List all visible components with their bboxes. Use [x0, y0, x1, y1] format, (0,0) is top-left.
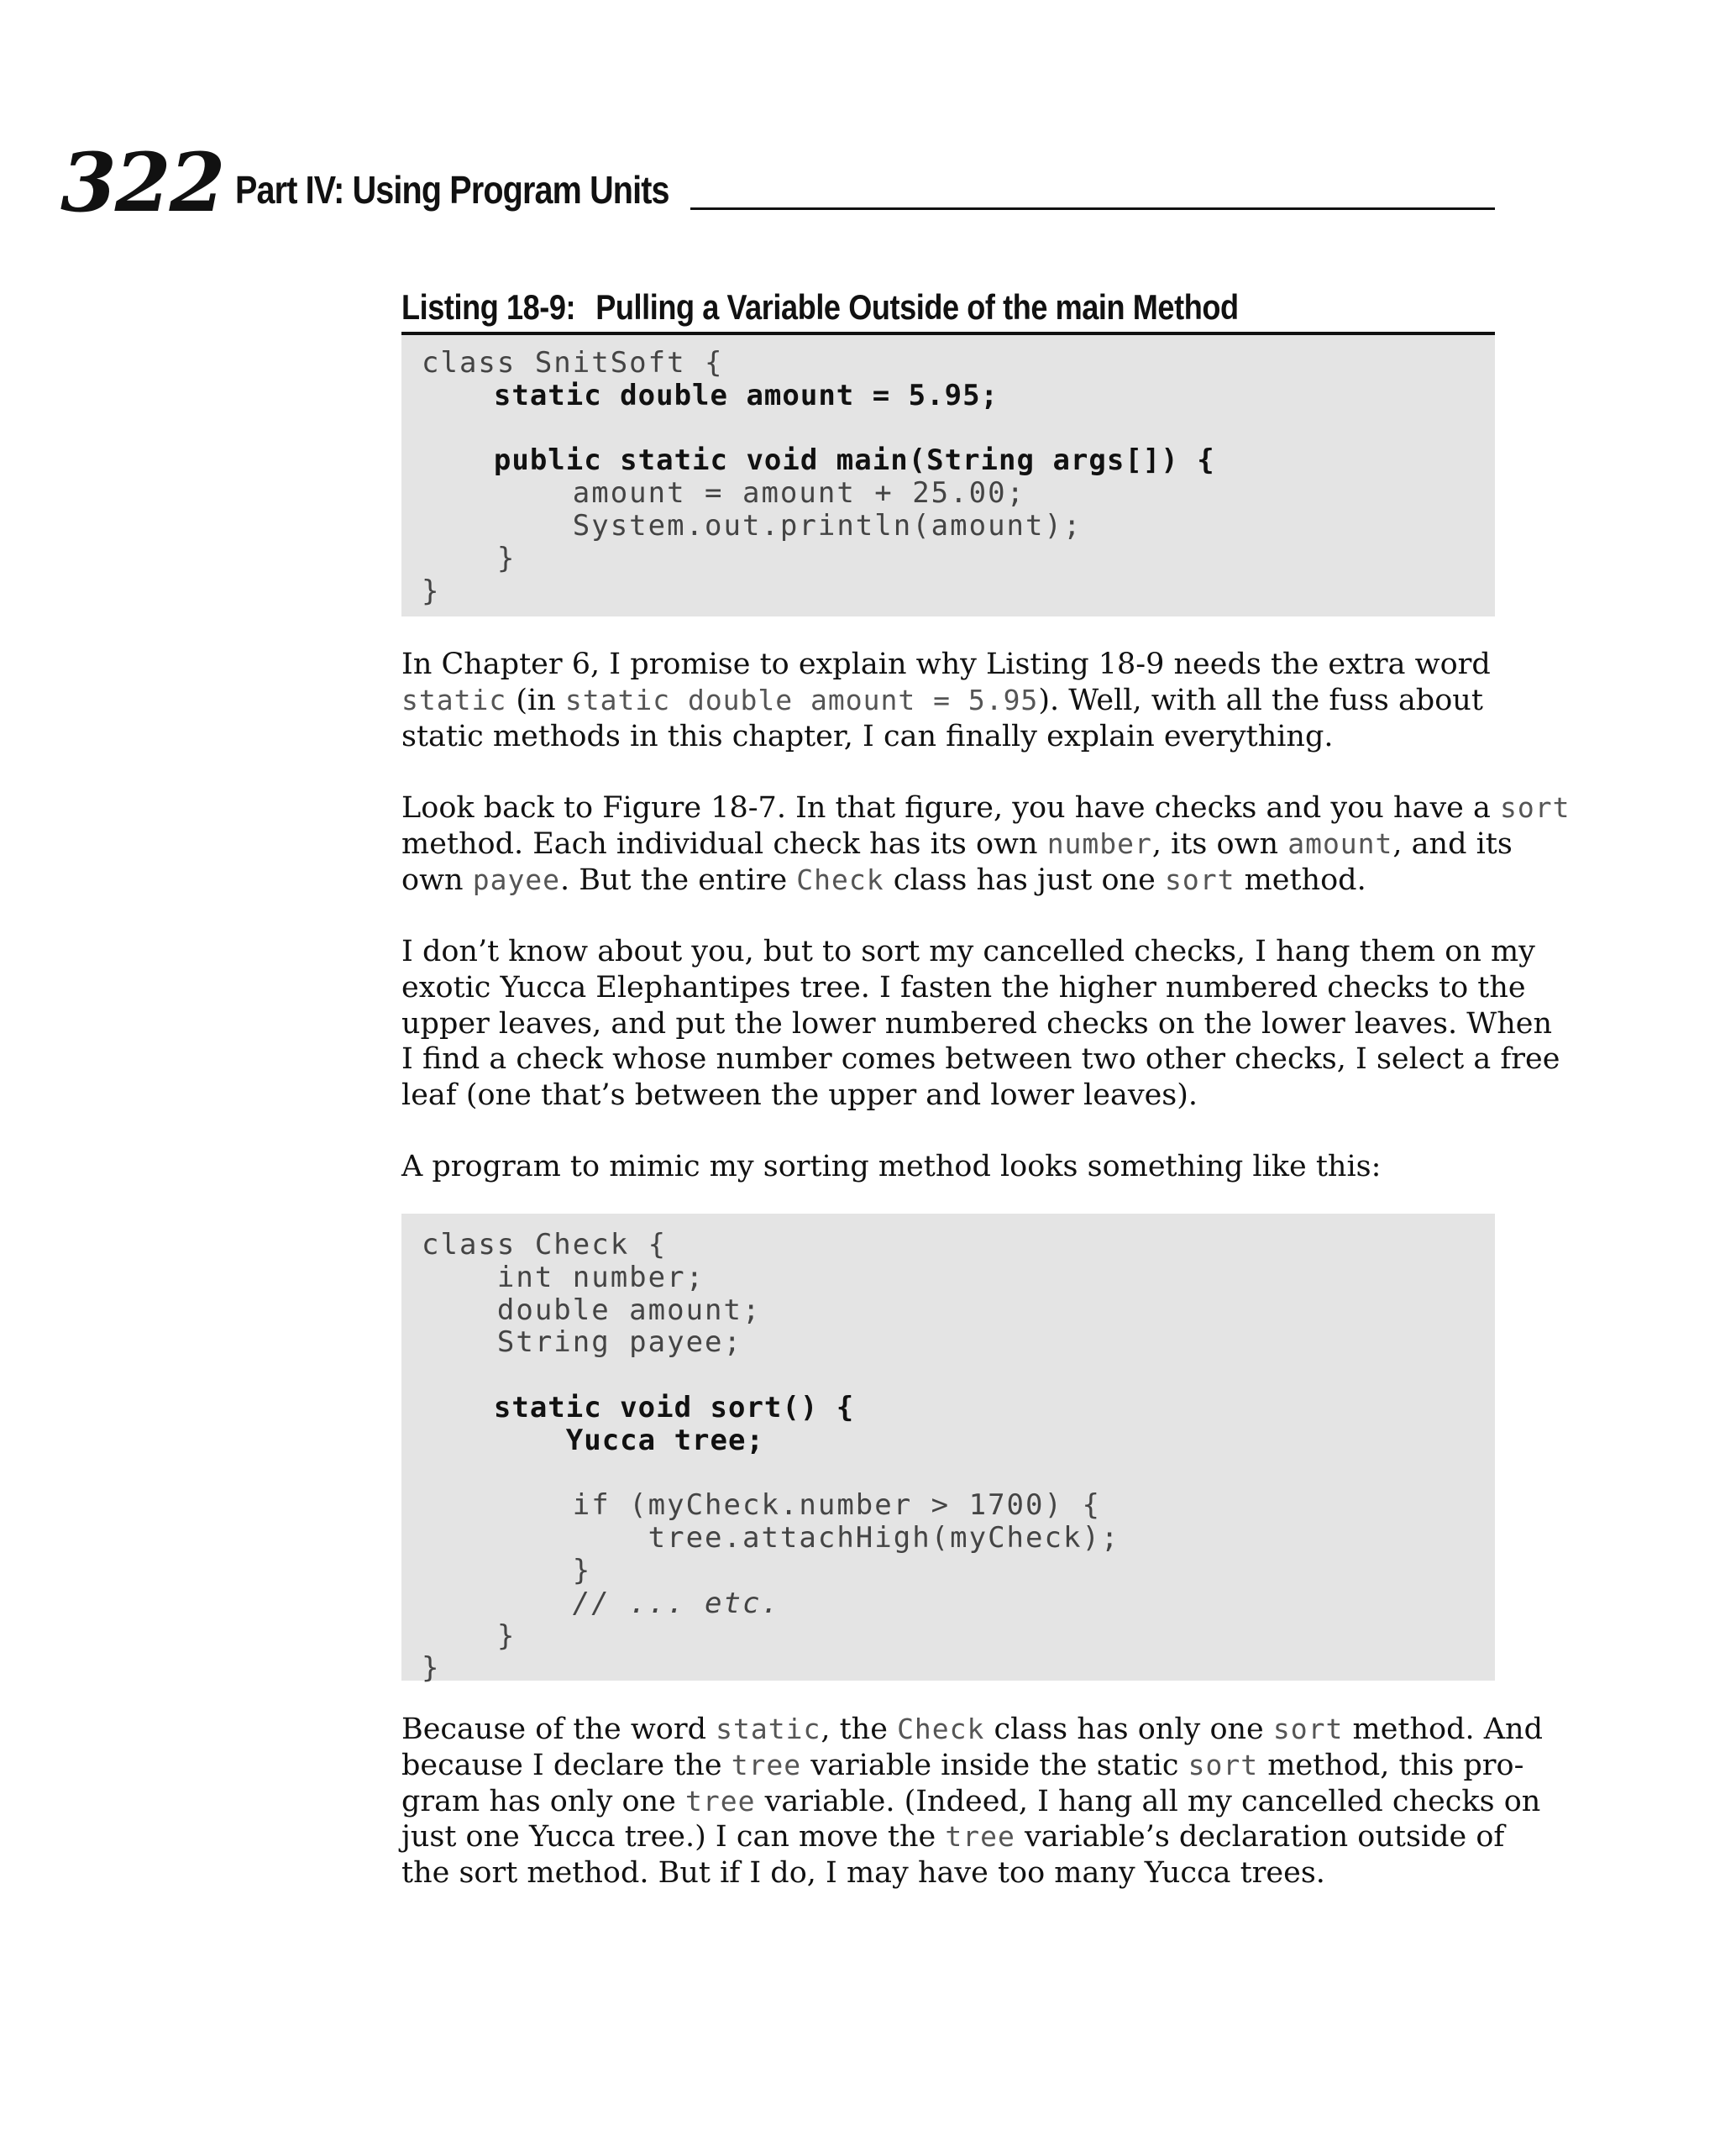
code-line: }	[422, 1618, 517, 1653]
paragraph	[401, 647, 1510, 754]
text-run: . But the entire	[560, 863, 797, 897]
paragraph	[401, 1149, 1510, 1185]
code-listing-check	[401, 1214, 1495, 1686]
code-line	[422, 1457, 1495, 1490]
inline-code: number	[1046, 826, 1152, 860]
inline-code: static	[716, 1713, 821, 1745]
paragraph-line: upper leaves, and put the lower numbered checks on the lower leaves. When	[401, 1006, 1553, 1041]
paragraph-line: I find a check whose number comes between two other checks, I select a free	[401, 1042, 1560, 1077]
inline-code: static double amount = 5.95	[564, 683, 1039, 716]
paragraph-line	[401, 1748, 1524, 1784]
code-line: public static void main(String args[]) {	[422, 443, 1215, 478]
paragraph-line	[401, 1712, 1543, 1748]
code-line	[422, 412, 1495, 445]
text-run: method. And	[1343, 1713, 1543, 1746]
code-line: class SnitSoft {	[422, 346, 724, 380]
listing-title	[401, 287, 1239, 327]
paragraph-line: leaf (one that’s between the upper and lower leaves).	[401, 1078, 1198, 1113]
code-listing-snitsoft	[401, 335, 1495, 616]
text-run: Because of the word	[401, 1713, 716, 1746]
paragraph-line	[401, 1819, 1510, 1855]
page-number: 322	[60, 135, 224, 230]
listing-number: Listing 18-9:	[401, 287, 576, 327]
text-run: class has only one	[984, 1713, 1273, 1746]
text-run: , its own	[1151, 826, 1288, 861]
text-run: because I declare the	[401, 1748, 732, 1782]
paragraph-line	[401, 1784, 1541, 1820]
text-run: just one Yucca tree.) I can move the	[401, 1820, 946, 1854]
code-line	[422, 1359, 1495, 1392]
paragraph-line: static methods in this chapter, I can finally explain everything.	[401, 719, 1334, 753]
paragraph-line	[401, 826, 1513, 863]
inline-code: amount	[1287, 826, 1393, 860]
inline-code: Check	[897, 1713, 985, 1745]
code-line: static double amount = 5.95;	[422, 378, 999, 412]
code-line: amount = amount + 25.00;	[422, 476, 1026, 511]
paragraph-line: I don’t know about you, but to sort my cancelled checks, I hang them on my	[401, 935, 1535, 968]
code-line: if (myCheck.number > 1700) {	[422, 1488, 1101, 1523]
paragraph	[401, 790, 1571, 898]
listing-caption: Pulling a Variable Outside of the main Method	[595, 287, 1239, 327]
inline-code: payee	[472, 863, 561, 896]
code-line: String payee;	[422, 1325, 742, 1360]
inline-code: sort	[1164, 863, 1235, 896]
paragraph-line	[401, 790, 1571, 826]
paragraph-line: A program to mimic my sorting method looks something like this:	[401, 1150, 1382, 1183]
inline-code: tree	[684, 1784, 756, 1818]
text-run: variable inside the static	[801, 1748, 1188, 1782]
code-comment: // ... etc.	[422, 1586, 780, 1620]
text-run: ). Well, with all the fuss about	[1038, 683, 1483, 717]
paragraph-line	[401, 863, 1510, 899]
paragraph-line: the sort method. But if I do, I may have too many Yucca trees.	[401, 1856, 1325, 1891]
code-line: }	[422, 574, 441, 608]
code-line: System.out.println(amount);	[422, 508, 1083, 543]
text-run: (in	[506, 683, 565, 717]
text-run: gram has only one	[401, 1784, 685, 1818]
running-head-rule	[690, 207, 1495, 210]
text-run: method, this pro-	[1258, 1748, 1524, 1782]
inline-code: tree	[731, 1748, 802, 1781]
code-line: static void sort() {	[422, 1390, 855, 1424]
inline-code: sort	[1188, 1748, 1259, 1781]
code-line: }	[422, 541, 517, 575]
text-run: class has just one	[884, 863, 1165, 897]
paragraph-line	[401, 683, 1510, 719]
inline-code: sort	[1499, 791, 1571, 824]
running-head: Part IV: Using Program Units	[235, 168, 669, 212]
paragraph-line: exotic Yucca Elephantipes tree. I fasten the higher numbered checks to the	[401, 970, 1526, 1005]
text-run: variable’s declaration outside of	[1015, 1820, 1505, 1854]
paragraph-line: In Chapter 6, I promise to explain why Listing 18-9 needs the extra word	[401, 648, 1491, 681]
text-run: own	[401, 863, 473, 897]
text-run: Look back to Figure 18-7. In that figure, you have checks and you have a	[401, 791, 1500, 825]
inline-code: sort	[1272, 1713, 1344, 1745]
text-run: method.	[1235, 863, 1366, 897]
code-line: int number;	[422, 1260, 705, 1294]
text-run: , and its	[1392, 826, 1513, 861]
code-line: Yucca tree;	[422, 1423, 764, 1457]
code-line: class Check {	[422, 1228, 668, 1262]
text-run: variable. (Indeed, I hang all my cancelled checks on	[755, 1784, 1541, 1818]
inline-code: tree	[945, 1820, 1015, 1854]
code-line: tree.attachHigh(myCheck);	[422, 1521, 1120, 1555]
text-run: method. Each individual check has its own	[401, 826, 1047, 861]
inline-code: static	[401, 683, 507, 716]
paragraph	[401, 1712, 1543, 1891]
code-line: }	[422, 1651, 441, 1686]
paragraph	[401, 934, 1560, 1114]
inline-code: Check	[796, 863, 884, 896]
text-run: , the	[821, 1713, 898, 1746]
code-line: }	[422, 1553, 592, 1587]
code-line: double amount;	[422, 1293, 762, 1327]
